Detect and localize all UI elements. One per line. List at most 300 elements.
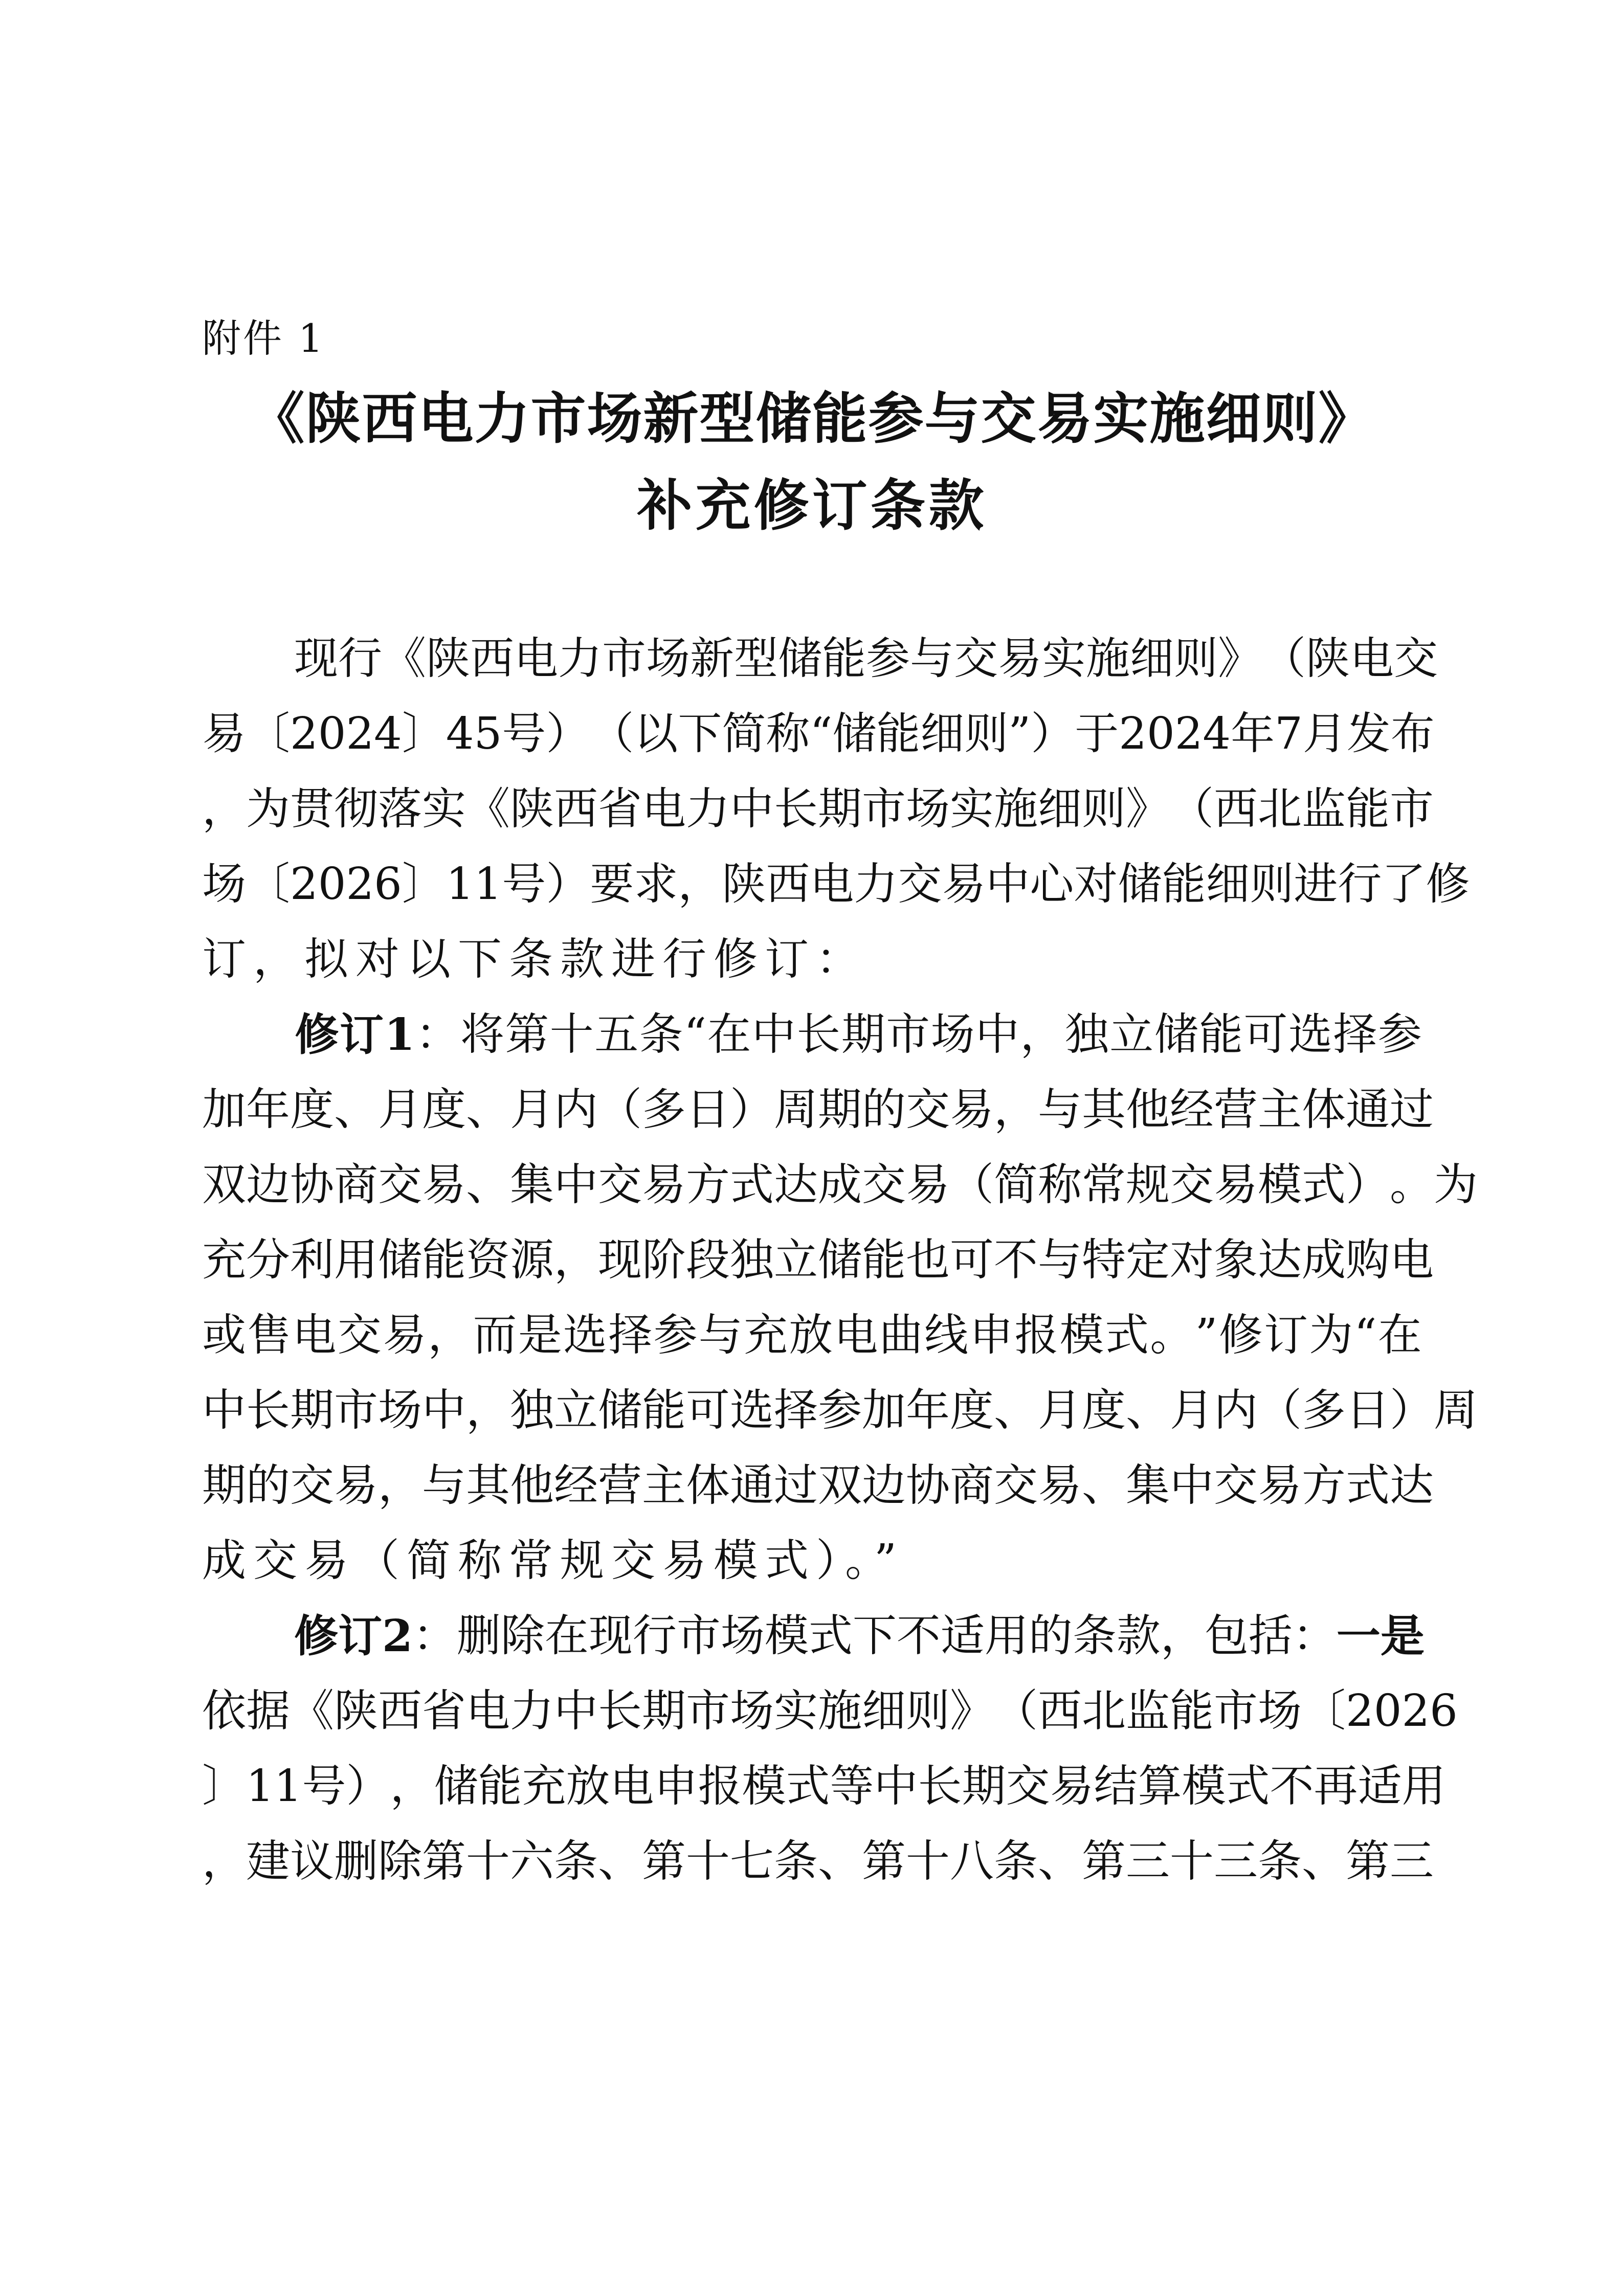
body-text-line-char: 细 bbox=[862, 1685, 906, 1737]
body-text-line-char: 式 bbox=[730, 1159, 774, 1210]
body-text-line-char: 电 bbox=[1390, 1234, 1434, 1286]
paragraph-3-line-4 bbox=[202, 1824, 1434, 1899]
revision-1-label-char: 修 bbox=[295, 1009, 339, 1061]
body-text-line-char: 删 bbox=[334, 1836, 378, 1887]
body-text-line-char: 。 bbox=[1150, 1310, 1194, 1361]
body-text-line-char: 交 bbox=[906, 1084, 950, 1135]
body-text-line-char: 期 bbox=[202, 1460, 246, 1511]
body-text-line-char: 三 bbox=[1214, 1836, 1258, 1887]
body-text-line-char: 市 bbox=[676, 1610, 721, 1661]
body-text-line-char: 适 bbox=[940, 1610, 985, 1661]
body-text-line-char: 中 bbox=[422, 1385, 466, 1436]
body-text-line-char: 曲 bbox=[879, 1310, 923, 1361]
body-text-line-char: 易 bbox=[950, 1084, 994, 1135]
body-text-line-char: 依 bbox=[202, 1685, 246, 1737]
body-text-line-char: 》 bbox=[950, 1685, 994, 1737]
body-text-line-char: 选 bbox=[1288, 1009, 1332, 1060]
body-text-line-char: 、 bbox=[1126, 1385, 1170, 1436]
body-text-line-char: 交 bbox=[862, 1159, 906, 1210]
body-text-line-char: 西 bbox=[554, 783, 598, 835]
body-text-line-char: 期 bbox=[290, 1385, 334, 1436]
body-text-line-char: 能 bbox=[876, 708, 921, 759]
body-text-line-char: 布 bbox=[1390, 708, 1435, 759]
body-text-line-char: 6 bbox=[1430, 1685, 1458, 1737]
body-text-line-char: 适 bbox=[1358, 1761, 1402, 1812]
attachment-label: 附件 1 bbox=[202, 316, 325, 361]
body-text-line-char: 周 bbox=[1434, 1385, 1478, 1436]
body-text-line-char: 十 bbox=[1170, 1836, 1214, 1887]
body-text-line-char: 营 bbox=[1214, 1084, 1258, 1135]
body-text-line-char: 2 bbox=[346, 859, 374, 910]
body-text-line-char: 商 bbox=[950, 1460, 994, 1511]
document-title-line-2: 补充修订条款 bbox=[637, 474, 987, 538]
body-text-line-char: 交 bbox=[898, 859, 942, 910]
body-text-line-char: 式 bbox=[786, 1761, 830, 1812]
body-text-line-char: 市 bbox=[602, 633, 646, 684]
body-text-line-char: 易 bbox=[202, 708, 246, 759]
body-text-line-char: 独 bbox=[1064, 1009, 1109, 1060]
body-text-line-char: 选 bbox=[730, 1385, 774, 1436]
body-text-line-char: 市 bbox=[1390, 783, 1434, 835]
body-text-line-char: 第 bbox=[505, 1009, 549, 1060]
body-text-line-char: 日 bbox=[1346, 1385, 1390, 1436]
body-text-line-char: 则 bbox=[1250, 859, 1294, 910]
body-text-line-char: （ bbox=[1262, 633, 1306, 684]
body-text-line-char: 实 bbox=[1042, 633, 1086, 684]
body-text-line-char: 《 bbox=[290, 1685, 334, 1737]
body-text-line-char: 独 bbox=[730, 1234, 774, 1286]
body-text-line-char: 集 bbox=[510, 1159, 554, 1210]
first-item-label-char: 是 bbox=[1380, 1610, 1425, 1662]
body-text-line-char: 监 bbox=[1126, 1685, 1170, 1737]
body-text-line-char: 七 bbox=[730, 1836, 774, 1887]
body-text-line-char: 订 bbox=[1263, 1310, 1308, 1361]
body-text-line-char: 算 bbox=[1138, 1761, 1182, 1812]
paragraph-3-line-3 bbox=[202, 1749, 1446, 1824]
body-text-line-char: 在 bbox=[1377, 1310, 1422, 1361]
body-text-line-char: 对 bbox=[1170, 1234, 1214, 1286]
body-text-line-char: 申 bbox=[969, 1310, 1014, 1361]
body-text-line-char: 在 bbox=[544, 1610, 589, 1661]
body-text-line-char: 市 bbox=[862, 783, 906, 835]
body-text-line-char: 易 bbox=[334, 1460, 378, 1511]
body-text-line-char: 模 bbox=[764, 1610, 809, 1661]
body-text-line-char: 行 bbox=[632, 1610, 677, 1661]
body-text-line-char: 月 bbox=[1170, 1385, 1214, 1436]
body-text-line-char: 三 bbox=[1126, 1836, 1170, 1887]
paragraph-2-line-1 bbox=[202, 997, 1422, 1072]
body-text-line-char: 力 bbox=[558, 633, 602, 684]
body-text-line-char: 场 bbox=[906, 783, 950, 835]
body-text-line-char: ， bbox=[390, 1761, 434, 1812]
body-text-line-char: 可 bbox=[950, 1234, 994, 1286]
body-text-line-char: 细 bbox=[1206, 859, 1250, 910]
body-text-line-char: 电 bbox=[292, 1310, 337, 1361]
body-text-line-char: 交 bbox=[1006, 1761, 1050, 1812]
body-text-line-char: 场 bbox=[646, 633, 690, 684]
body-text-line-char: 5 bbox=[474, 708, 502, 759]
body-text-line-char: 期 bbox=[818, 783, 862, 835]
body-text-line-char: 为 bbox=[1309, 1310, 1353, 1361]
body-text-line-char: ） bbox=[546, 859, 590, 910]
body-text-line-char: 中 bbox=[874, 1761, 918, 1812]
body-text-line-char: 现 bbox=[294, 633, 338, 684]
body-text-line-char: 过 bbox=[774, 1460, 818, 1511]
body-text-line-char: 十 bbox=[549, 1009, 594, 1060]
body-text-line-char: 日 bbox=[686, 1084, 730, 1135]
body-text-line-char: ： bbox=[1292, 1610, 1337, 1661]
body-text-line-char: 1 bbox=[474, 859, 502, 910]
body-text-line-char: 、 bbox=[598, 1836, 642, 1887]
body-text-line-char: 易 bbox=[642, 1159, 686, 1210]
body-text-line-char: 择 bbox=[1333, 1009, 1377, 1060]
body-text-line-char: 条 bbox=[1072, 1610, 1117, 1661]
body-text-line-char: 交 bbox=[1170, 1159, 1214, 1210]
body-text-line-char: 〔 bbox=[246, 708, 290, 759]
body-text-line-char: ” bbox=[1008, 708, 1031, 759]
body-text-line-char: 能 bbox=[862, 1234, 906, 1286]
body-text-line-char: 通 bbox=[1346, 1084, 1390, 1135]
body-text-line-char: 协 bbox=[290, 1159, 334, 1210]
body-text-line-char: 段 bbox=[686, 1234, 730, 1286]
body-text-line-char: 独 bbox=[510, 1385, 554, 1436]
body-text-line-char: 简 bbox=[994, 1159, 1038, 1210]
body-text-line-char: 可 bbox=[686, 1385, 730, 1436]
paragraph-2-line-7 bbox=[202, 1448, 1434, 1523]
body-text-line-char: ” bbox=[1195, 1310, 1218, 1361]
body-text-line-char: 立 bbox=[554, 1385, 598, 1436]
paragraph-3-line-1 bbox=[202, 1599, 1425, 1674]
paragraph-1-line-3 bbox=[202, 772, 1434, 847]
body-text-line-char: 多 bbox=[1302, 1385, 1346, 1436]
body-text-line-char: 协 bbox=[906, 1460, 950, 1511]
body-text-line-char: ， bbox=[466, 1385, 510, 1436]
body-text-line-char: 或 bbox=[202, 1310, 246, 1361]
body-text-line-char: （ bbox=[994, 1685, 1038, 1737]
body-text-line-char: 月 bbox=[510, 1084, 554, 1135]
body-text-line-char: 实 bbox=[774, 1685, 818, 1737]
body-text-line-char: 体 bbox=[1302, 1084, 1346, 1135]
body-text-line-char: 对 bbox=[1074, 859, 1118, 910]
body-text-line-char: 款 bbox=[1116, 1610, 1161, 1661]
body-text-line-char: 》 bbox=[1218, 633, 1262, 684]
body-text-line-char: 能 bbox=[1162, 859, 1206, 910]
body-text-line-char: 十 bbox=[906, 1836, 950, 1887]
body-text-line-char: 修 bbox=[1426, 859, 1470, 910]
body-text-line-char: 市 bbox=[686, 1685, 730, 1737]
body-text-line-char: 现 bbox=[598, 1234, 642, 1286]
body-text-line-char: ， bbox=[1160, 1610, 1205, 1661]
body-text-line-char: 中 bbox=[751, 1009, 796, 1060]
body-text-line-char: 4 bbox=[446, 708, 474, 759]
body-text-line-char: 放 bbox=[789, 1310, 833, 1361]
body-text-line-char: 达 bbox=[1258, 1234, 1302, 1286]
body-text-line-char: 易 bbox=[1214, 1159, 1258, 1210]
body-text-line-char: 省 bbox=[422, 1685, 466, 1737]
body-text-line-char: 《 bbox=[466, 783, 510, 835]
body-text-line-char: 能 bbox=[422, 1234, 466, 1286]
body-text-line-char: ） bbox=[1031, 708, 1075, 759]
body-text-line-char: 型 bbox=[734, 633, 778, 684]
body-text-line-char: 月 bbox=[1038, 1385, 1082, 1436]
body-text-line-char: 、 bbox=[1082, 1460, 1126, 1511]
body-text-line-char: 陕 bbox=[1306, 633, 1350, 684]
body-text-line-char: 充 bbox=[522, 1761, 566, 1812]
body-text-line-char: ） bbox=[730, 1084, 774, 1135]
body-text-line-char: 电 bbox=[466, 1685, 510, 1737]
body-text-line-char: 6 bbox=[374, 859, 402, 910]
body-text-line-char: 电 bbox=[514, 633, 558, 684]
body-text-line-char: 要 bbox=[590, 859, 634, 910]
body-text-line-char: 期 bbox=[962, 1761, 1006, 1812]
body-text-line-char: 2 bbox=[290, 859, 318, 910]
body-text-line-char: 力 bbox=[686, 783, 730, 835]
body-text-line-char: 与 bbox=[1038, 1234, 1082, 1286]
body-text-line-char: 长 bbox=[774, 783, 818, 835]
body-text-line-char: 内 bbox=[554, 1084, 598, 1135]
body-text-line-char: 贯 bbox=[290, 783, 334, 835]
body-text-line-char: 能 bbox=[1199, 1009, 1243, 1060]
body-text-line-char: 删 bbox=[456, 1610, 501, 1661]
body-text-line-char: 线 bbox=[924, 1310, 968, 1361]
body-text-line-char: 交 bbox=[1214, 1460, 1258, 1511]
body-text-line-char: 细 bbox=[1038, 783, 1082, 835]
body-text-line-char: 实 bbox=[950, 783, 994, 835]
body-text-line-char: 中 bbox=[730, 783, 774, 835]
body-text-line-char: 八 bbox=[950, 1836, 994, 1887]
body-text-line-char: 西 bbox=[470, 633, 514, 684]
body-text-line-char: 月 bbox=[1302, 708, 1347, 759]
body-text-line-char: 称 bbox=[766, 708, 810, 759]
body-text-line-char: 施 bbox=[994, 783, 1038, 835]
body-text-line-char: 场 bbox=[202, 859, 246, 910]
body-text-line-char: 称 bbox=[1038, 1159, 1082, 1210]
body-text-line-char: 场 bbox=[730, 1685, 774, 1737]
body-text-line-char: 年 bbox=[906, 1385, 950, 1436]
body-text-line-char: 场 bbox=[378, 1385, 422, 1436]
body-text-line-char: 2 bbox=[346, 708, 374, 759]
body-text-line-char: “ bbox=[684, 1009, 707, 1060]
body-text-line-char: 交 bbox=[598, 1159, 642, 1210]
body-text-line-char: “ bbox=[1354, 1310, 1377, 1361]
body-text-line-char: 交 bbox=[337, 1310, 382, 1361]
body-text-line-char: 细 bbox=[1130, 633, 1174, 684]
body-text-line-char: 电 bbox=[834, 1310, 878, 1361]
body-text-line-char: 为 bbox=[1434, 1159, 1478, 1210]
body-text-line-char: （ bbox=[590, 708, 634, 759]
body-text-line-char: 模 bbox=[1258, 1159, 1302, 1210]
revision-1-label-char: 1 bbox=[384, 1009, 415, 1061]
body-text-line-char: 施 bbox=[1086, 633, 1130, 684]
body-text-line-char: 储 bbox=[778, 633, 822, 684]
body-text-line-char: 集 bbox=[1126, 1460, 1170, 1511]
body-text-line-char: 2 bbox=[1119, 708, 1147, 759]
body-text-line-char: ） bbox=[1346, 1159, 1390, 1210]
body-text-line-char: 条 bbox=[554, 1836, 598, 1887]
body-text-line-char: 、 bbox=[1038, 1836, 1082, 1887]
body-text-line-char: 方 bbox=[1302, 1460, 1346, 1511]
body-text-line-char: 监 bbox=[1302, 783, 1346, 835]
body-text-line-char: 陕 bbox=[722, 859, 766, 910]
body-text-line-char: 、 bbox=[994, 1385, 1038, 1436]
body-text-line-char: 简 bbox=[722, 708, 766, 759]
body-text-line-char: 易 bbox=[906, 1159, 950, 1210]
body-text-line-char: 利 bbox=[290, 1234, 334, 1286]
body-text-line-char: 0 bbox=[1373, 1685, 1402, 1737]
body-text-line-char: 体 bbox=[686, 1460, 730, 1511]
body-text-line-char: 西 bbox=[1038, 1685, 1082, 1737]
body-text-line-char: 十 bbox=[466, 1836, 510, 1887]
body-text-line-char: 式 bbox=[1105, 1310, 1149, 1361]
body-text-line-char: 行 bbox=[338, 633, 382, 684]
body-text-line-char: 落 bbox=[378, 783, 422, 835]
body-text-line-char: 式 bbox=[1346, 1460, 1390, 1511]
body-text-line-char: 期 bbox=[642, 1685, 686, 1737]
body-text-line-char: 、 bbox=[466, 1084, 510, 1135]
body-text-line-char: 力 bbox=[854, 859, 898, 910]
body-text-line-char: 修 bbox=[1218, 1310, 1263, 1361]
body-text-line-char: ， bbox=[428, 1310, 472, 1361]
body-text-line-char: 》 bbox=[1126, 783, 1170, 835]
body-text-line-char: ） bbox=[1390, 1385, 1434, 1436]
body-text-line-char: 、 bbox=[466, 1159, 510, 1210]
body-text-line-char: 能 bbox=[478, 1761, 522, 1812]
body-text-line-char: 〕 bbox=[402, 859, 446, 910]
body-text-line-char: 主 bbox=[642, 1460, 686, 1511]
body-text-line-char: 能 bbox=[642, 1385, 686, 1436]
body-text-line-char: 心 bbox=[1030, 859, 1074, 910]
body-text-line-char: 他 bbox=[510, 1460, 554, 1511]
body-text-line-char: ， bbox=[1020, 1009, 1064, 1060]
body-text-line: 订，拟对以下条款进行修订： bbox=[202, 934, 867, 985]
body-text-line-char: 4 bbox=[374, 708, 402, 759]
body-text-line-char: 市 bbox=[1214, 1685, 1258, 1737]
body-text-line-char: 择 bbox=[608, 1310, 653, 1361]
body-text-line-char: 能 bbox=[822, 633, 866, 684]
body-text-line-char: 主 bbox=[1258, 1084, 1302, 1135]
body-text-line-char: 年 bbox=[1231, 708, 1275, 759]
body-text-line-char: 的 bbox=[862, 1084, 906, 1135]
body-text-line-char: 则 bbox=[1082, 783, 1126, 835]
body-text-line-char: 参 bbox=[653, 1310, 698, 1361]
body-text-line-char: 易 bbox=[422, 1159, 466, 1210]
body-text-line-char: 用 bbox=[334, 1234, 378, 1286]
body-text-line-char: 月 bbox=[378, 1084, 422, 1135]
body-text-line-char: 下 bbox=[852, 1610, 897, 1661]
body-text-line-char: 报 bbox=[1014, 1310, 1059, 1361]
body-text-line-char: 在 bbox=[707, 1009, 751, 1060]
body-text-line-char: 第 bbox=[862, 1836, 906, 1887]
body-text-line-char: 则 bbox=[1174, 633, 1218, 684]
body-text-line-char: 放 bbox=[566, 1761, 610, 1812]
body-text-line-char: 《 bbox=[382, 633, 426, 684]
body-text-line-char: 则 bbox=[964, 708, 1009, 759]
body-text-line-char: 用 bbox=[1401, 1761, 1446, 1812]
body-text-line-char: 易 bbox=[383, 1310, 427, 1361]
body-text-line-char: 模 bbox=[1059, 1310, 1104, 1361]
body-text-line-char: 双 bbox=[202, 1159, 246, 1210]
body-text-line-char: 申 bbox=[654, 1761, 698, 1812]
body-text-line-char: 交 bbox=[954, 633, 998, 684]
body-text-line-char: 度 bbox=[422, 1084, 466, 1135]
body-text-line-char: 电 bbox=[810, 859, 854, 910]
body-text-line-char: 方 bbox=[686, 1159, 730, 1210]
body-text-line-char: 陕 bbox=[426, 633, 470, 684]
body-text-line-char: 储 bbox=[434, 1761, 478, 1812]
document-title-line-1: 《陕西电力市场新型储能参与交易实施细则》 bbox=[249, 387, 1375, 451]
body-text-line-char: ： bbox=[415, 1009, 460, 1060]
body-text-line-char: 市 bbox=[334, 1385, 378, 1436]
body-text-line-char: 〕 bbox=[202, 1761, 246, 1812]
body-text-line-char: 期 bbox=[841, 1009, 885, 1060]
body-text-line-char: 号 bbox=[502, 859, 546, 910]
body-text-line-char: ， bbox=[378, 1460, 422, 1511]
body-text-line-char: 号 bbox=[502, 708, 546, 759]
body-text-line-char: ， bbox=[994, 1084, 1038, 1135]
body-text-line-char: 充 bbox=[202, 1234, 246, 1286]
body-text-line-char: 与 bbox=[698, 1310, 743, 1361]
body-text-line-char: 行 bbox=[1338, 859, 1382, 910]
body-text-line-char: 2 bbox=[1174, 708, 1203, 759]
body-text-line-char: 式 bbox=[1226, 1761, 1270, 1812]
body-text-line-char: 以 bbox=[634, 708, 678, 759]
body-text-line-char: 度 bbox=[290, 1084, 334, 1135]
body-text-line-char: 能 bbox=[1346, 783, 1390, 835]
body-text-line-char: 条 bbox=[774, 1836, 818, 1887]
body-text-line-char: 与 bbox=[910, 633, 954, 684]
body-text-line-char: 储 bbox=[1118, 859, 1162, 910]
body-text-line-char: 〕 bbox=[402, 708, 446, 759]
body-text-line-char: 资 bbox=[466, 1234, 510, 1286]
body-text-line-char: 期 bbox=[818, 1084, 862, 1135]
body-text-line-char: 第 bbox=[1082, 1836, 1126, 1887]
body-text-line-char: 力 bbox=[510, 1685, 554, 1737]
body-text-line-char: 陕 bbox=[510, 783, 554, 835]
body-text-line-char: 细 bbox=[920, 708, 965, 759]
body-text-line-char: 、 bbox=[1302, 1836, 1346, 1887]
body-text-line-char: 立 bbox=[774, 1234, 818, 1286]
body-text-line-char: 2 bbox=[1401, 1685, 1430, 1737]
body-text-line-char: 充 bbox=[744, 1310, 788, 1361]
body-text-line-char: 交 bbox=[1394, 633, 1438, 684]
body-text-line-char: 陕 bbox=[334, 1685, 378, 1737]
body-text-line-char: （ bbox=[598, 1084, 642, 1135]
body-text-line-char: 实 bbox=[422, 783, 466, 835]
body-text-line-char: 除 bbox=[378, 1836, 422, 1887]
body-text-line-char: 参 bbox=[818, 1385, 862, 1436]
body-text-line-char: 择 bbox=[774, 1385, 818, 1436]
body-text-line-char: ， bbox=[554, 1234, 598, 1286]
paragraph-2-line-2 bbox=[202, 1072, 1434, 1147]
body-text-line-char: 0 bbox=[1146, 708, 1175, 759]
body-text-line-char: 也 bbox=[906, 1234, 950, 1286]
body-text-line-char: 参 bbox=[1377, 1009, 1422, 1060]
body-text-line-char: ， bbox=[202, 783, 246, 835]
body-text-line-char: 交 bbox=[378, 1159, 422, 1210]
paragraph-1-line-2 bbox=[202, 696, 1435, 772]
body-text-line-char: 则 bbox=[906, 1685, 950, 1737]
body-text-line-char: 通 bbox=[730, 1460, 774, 1511]
body-text-line-char: 定 bbox=[1126, 1234, 1170, 1286]
body-text-line-char: 储 bbox=[1154, 1009, 1198, 1060]
paragraph-2-line-5 bbox=[202, 1298, 1422, 1373]
body-text-line-char: ： bbox=[412, 1610, 457, 1661]
body-text-line-char: 交 bbox=[994, 1460, 1038, 1511]
body-text-line-char: 第 bbox=[642, 1836, 686, 1887]
body-text-line-char: 过 bbox=[1390, 1084, 1434, 1135]
paragraph-2-line-6 bbox=[202, 1373, 1478, 1448]
body-text-line-char: 第 bbox=[422, 1836, 466, 1887]
